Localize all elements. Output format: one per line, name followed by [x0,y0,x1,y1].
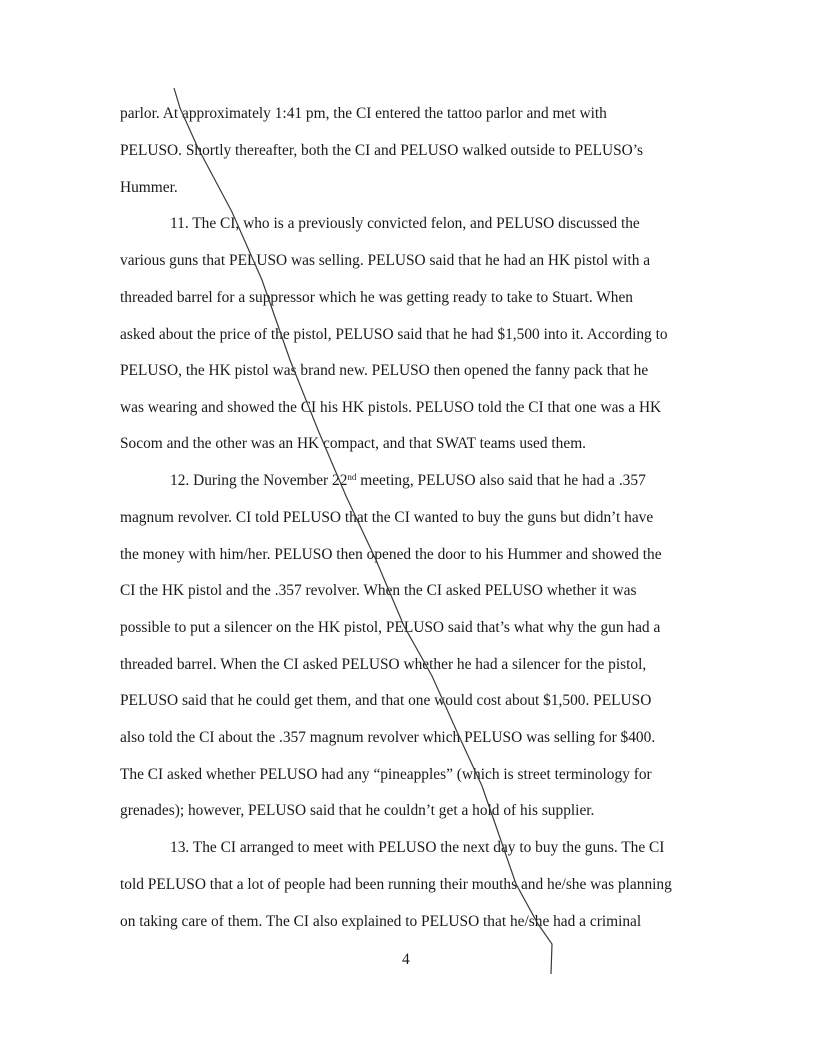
text-line: grenades); however, PELUSO said that he couldn’t get a hold of his supplier. [120,802,595,819]
text-line: various guns that PELUSO was selling. PELUSO said that he had an HK pistol with a [120,252,651,269]
text-line: magnum revolver. CI told PELUSO that the CI wanted to buy the guns but didn’t have [120,509,654,526]
text-line: threaded barrel for a suppressor which he was getting ready to take to Stuart. When [120,289,633,306]
text-line: CI the HK pistol and the .357 revolver. When the CI asked PELUSO whether it was [120,582,637,599]
text-line: told PELUSO that a lot of people had been running their mouths and he/she was planning [120,876,672,893]
paragraph-13-start: 13. The CI arranged to meet with PELUSO the next day to buy the guns. The CI [170,839,665,856]
paragraph-12-start [170,471,646,491]
text-line: also told the CI about the .357 magnum revolver which PELUSO was selling for $400. [120,729,656,746]
text-line: Hummer. [120,179,178,196]
text-line: PELUSO. Shortly thereafter, both the CI and PELUSO walked outside to PELUSO’s [120,142,644,159]
text-line: was wearing and showed the CI his HK pistols. PELUSO told the CI that one was a HK [120,399,662,416]
text-line: Socom and the other was an HK compact, and that SWAT teams used them. [120,435,587,452]
text-line: The CI asked whether PELUSO had any “pineapples” (which is street terminology for [120,766,652,783]
text-line: the money with him/her. PELUSO then opened the door to his Hummer and showed the [120,546,662,563]
text-line: parlor. At approximately 1:41 pm, the CI entered the tattoo parlor and met with [120,105,607,122]
ordinal-suffix: nd [347,472,357,482]
paragraph-11-start: 11. The CI, who is a previously convicted felon, and PELUSO discussed the [170,215,640,232]
text-line: asked about the price of the pistol, PELUSO said that he had $1,500 into it. According to [120,326,668,343]
text-segment: meeting, PELUSO also said that he had a .357 [356,472,646,489]
text-line: possible to put a silencer on the HK pistol, PELUSO said that’s what why the gun had a [120,619,661,636]
text-segment: 12. During the November 22 [170,472,348,489]
text-line: threaded barrel. When the CI asked PELUSO whether he had a silencer for the pistol, [120,656,647,673]
page-number: 4 [402,951,410,968]
text-line: on taking care of them. The CI also explained to PELUSO that he/she had a criminal [120,913,642,930]
text-line: PELUSO, the HK pistol was brand new. PELUSO then opened the fanny pack that he [120,362,649,379]
text-line: PELUSO said that he could get them, and that one would cost about $1,500. PELUSO [120,692,652,709]
